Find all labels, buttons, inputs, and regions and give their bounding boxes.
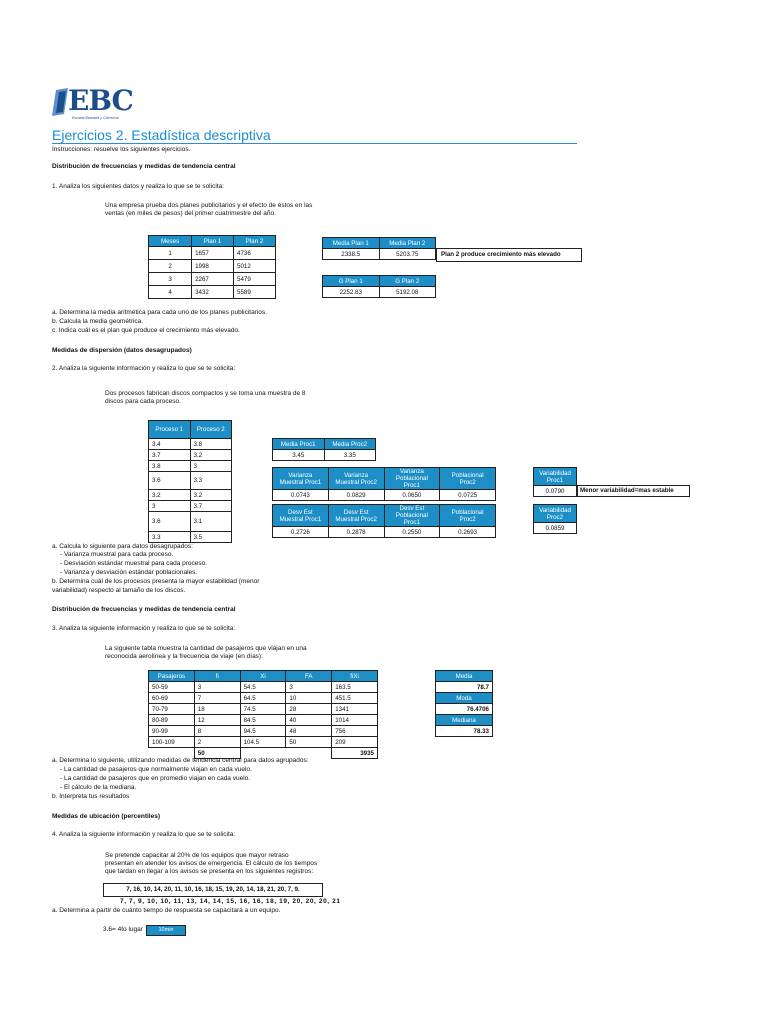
title-divider: [52, 143, 577, 144]
cell: 3: [149, 273, 192, 286]
table-row: [149, 737, 378, 748]
s4-desc-1: Se pretende capacitar al 20% de los equipos que mayor retraso: [105, 852, 289, 859]
cell: 3.6: [149, 472, 191, 490]
s1-g-table: [322, 275, 436, 298]
s1-desc-1: Una empresa prueba dos planes publicitarios y el efecto de éstos en las: [105, 202, 313, 209]
s4-data-box: 7, 16, 10, 14, 20, 11, 10, 16, 18, 15, 19, 20, 14, 18, 21, 20, 7, 9.: [103, 883, 323, 897]
s1-question: 1. Analiza los siguientes datos y realiza lo que se te solicita:: [52, 183, 224, 190]
cell: 163.5: [332, 682, 378, 693]
cell: 3.5: [190, 532, 232, 543]
cell: 756: [332, 726, 378, 737]
s1-task-a: a. Determina la media aritmética para cada uno de los planes publicitarios.: [52, 309, 267, 316]
s2-heading: Medidas de dispersión (datos desagrupados): [52, 347, 192, 354]
s4-question: 4. Analiza la siguiente información y realiza lo que se te solicita:: [52, 831, 236, 838]
cell: 2: [149, 260, 192, 273]
cell: 1998: [192, 260, 234, 273]
cell: 1657: [192, 247, 234, 260]
cell: 5203.75: [379, 249, 436, 260]
col-header: Meses: [149, 236, 192, 247]
col-header: Media Plan 2: [379, 238, 436, 249]
cell: 0.0743: [273, 490, 329, 501]
s3-desc-1: La siguiente tabla muestra la cantidad de pasajeros que viajan en una: [105, 645, 307, 652]
s1-plans-table: [148, 235, 276, 299]
cell: 5479: [234, 273, 276, 286]
s4-desc-3: que tardan en llegar a los avisos se presenta en los siguientes registros:: [105, 868, 314, 875]
mediana-value: 78.33: [436, 726, 493, 737]
table-header-row: [149, 236, 276, 247]
s1-task-c: c. Indica cuál es el plan que produce el crecimiento más elevado.: [52, 327, 240, 334]
table-row: [149, 260, 276, 273]
col-header: fi: [194, 671, 240, 682]
cell: 5192.08: [379, 287, 436, 298]
logo-text: EBC: [68, 84, 133, 117]
cell: 3: [149, 501, 191, 512]
col-header: Media Plan 1: [323, 238, 380, 249]
table-row: [149, 286, 276, 299]
cell: 3: [194, 682, 240, 693]
cell: 18: [194, 704, 240, 715]
logo: [52, 86, 142, 122]
table-row: [149, 532, 232, 543]
cell: 3.35: [324, 450, 376, 461]
cell: 3.3: [149, 532, 191, 543]
table-row: [149, 247, 276, 260]
instructions: Instrucciones: resuelve los siguientes ejercicios.: [52, 146, 191, 153]
table-row: [149, 715, 378, 726]
cell: 10: [286, 693, 332, 704]
s2-task-a2: - Desviación estándar muestral para cada proceso.: [60, 560, 208, 567]
s1-desc-2: ventas (en miles de pesos) del primer cuatrimestre del año.: [105, 210, 276, 217]
cell: 7: [194, 693, 240, 704]
table-row: [149, 693, 378, 704]
table-row: [149, 490, 232, 501]
cell: 0.2878: [328, 527, 384, 538]
col-header: Xi: [240, 671, 286, 682]
table-row: [149, 439, 232, 450]
s4-sorted: 7, 7, 9, 10, 10, 11, 13, 14, 14, 15, 16, 16, 18, 19, 20, 20, 20, 21: [120, 898, 341, 905]
s2-task-b: b. Determina cuál de los procesos presenta la mayor estabilidad (menor: [52, 578, 260, 585]
s2-process-table: [148, 420, 232, 543]
s2-task-a1: - Varianza muestral para cada proceso.: [60, 551, 174, 558]
cell: 3.2: [190, 490, 232, 501]
media-label: Media: [436, 671, 493, 682]
cell: 3.8: [190, 439, 232, 450]
s1-task-b: b. Calcula la media geométrica.: [52, 318, 144, 325]
s4-answer-label: 3.6= 4to lugar: [103, 926, 143, 933]
cell: 48: [286, 726, 332, 737]
s4-desc-2: presentan en atender los avisos de emergencia. El cálculo de los tiempos: [105, 860, 318, 867]
cell: 3.4: [149, 439, 191, 450]
s2-variabilidad-2: [533, 504, 577, 534]
s3-task-a2: - La cantidad de pasajeros que en promedio viajan en cada vuelo.: [60, 775, 251, 782]
cell: 80-89: [149, 715, 195, 726]
cell: 40: [286, 715, 332, 726]
cell: 3.3: [190, 472, 232, 490]
table-row: [149, 472, 232, 490]
cell: 12: [194, 715, 240, 726]
cell: 2: [194, 737, 240, 748]
total-fi: 50: [194, 748, 240, 759]
s3-heading: Distribución de frecuencias y medidas de tendencia central: [52, 606, 236, 613]
moda-value: 76.4706: [436, 704, 493, 715]
cell: 74.5: [240, 704, 286, 715]
total-fixi: 3935: [332, 748, 378, 759]
cell: 5012: [234, 260, 276, 273]
cell: 64.5: [240, 693, 286, 704]
cell: 2267: [192, 273, 234, 286]
s2-question: 2. Analiza la siguiente información y realiza lo que se te solicita:: [52, 365, 236, 372]
s2-task-b2: variabilidad) respecto al tamaño de los discos.: [52, 587, 186, 594]
col-header: Varianza Poblacional Proc1: [384, 468, 440, 490]
cell: 90-99: [149, 726, 195, 737]
cell: 4736: [234, 247, 276, 260]
s2-variabilidad-1: [533, 467, 577, 497]
cell: 5589: [234, 286, 276, 299]
moda-label: Moda: [436, 693, 493, 704]
cell: 209: [332, 737, 378, 748]
media-value: 78.7: [436, 682, 493, 693]
col-header: FA: [286, 671, 332, 682]
col-header: Proceso 2: [190, 421, 232, 439]
cell: 1341: [332, 704, 378, 715]
cell: 3.1: [190, 512, 232, 532]
cell: 0.0725: [440, 490, 496, 501]
s2-note: Menor variabilidad=mas estable: [577, 485, 690, 497]
cell: 104.5: [240, 737, 286, 748]
cell: 3.7: [190, 501, 232, 512]
s4-answer-value: 10min: [146, 925, 186, 936]
col-header: Varianza Muestral Proc2: [328, 468, 384, 490]
cell: 3.45: [273, 450, 325, 461]
s3-task-a3: - El cálculo de la mediana.: [60, 784, 137, 791]
cell: 2338.5: [323, 249, 380, 260]
col-header: Varianza Muestral Proc1: [273, 468, 329, 490]
cell: 0.2693: [440, 527, 496, 538]
cell: 100-109: [149, 737, 195, 748]
cell: 3.2: [190, 450, 232, 461]
table-row: [149, 501, 232, 512]
s2-task-a3: - Varianza y desviación estándar poblacionales.: [60, 569, 198, 576]
logo-subtitle: Escuela Bancaria y Comercial: [72, 116, 119, 120]
s1-media-table: [322, 237, 436, 260]
cell: 3.2: [149, 490, 191, 501]
col-header: G Plan 2: [379, 276, 436, 287]
table-row: [149, 273, 276, 286]
cell: 3: [190, 461, 232, 472]
s2-desv-table: [272, 504, 496, 538]
col-header: Poblacional Proc2: [440, 468, 496, 490]
s4-task: a. Determina a partir de cuánto tiempo de respuesta se capacitará a un equipo.: [52, 907, 281, 914]
s2-desc-1: Dos procesos fabrican discos compactos y se toma una muestra de 8: [105, 390, 306, 397]
cell: 8: [194, 726, 240, 737]
s2-media-table: [272, 438, 376, 461]
s4-heading: Medidas de ubicación (percentiles): [52, 813, 160, 820]
col-header: Pasajeros: [149, 671, 195, 682]
col-header: Plan 2: [234, 236, 276, 247]
s1-conclusion: Plan 2 produce crecimiento más elevado: [436, 248, 582, 262]
col-header: Media Proc2: [324, 439, 376, 450]
cell: 3.8: [149, 461, 191, 472]
cell: 4: [149, 286, 192, 299]
col-header: Variabilidad Proc2: [534, 505, 577, 523]
s3-task-a: a. Determina lo siguiente, utilizando medidas de tendencia central para datos agrupados:: [52, 757, 309, 764]
s2-task-a: a. Calcula lo siguiente para datos desagrupados:: [52, 543, 193, 550]
cell: 0.2726: [273, 527, 329, 538]
cell: 94.5: [240, 726, 286, 737]
cell: 3: [286, 682, 332, 693]
s2-varianza-table: [272, 467, 496, 501]
cell: 0.0790: [534, 486, 577, 497]
col-header: Desv Est Muestral Proc2: [328, 505, 384, 527]
cell: 50: [286, 737, 332, 748]
table-row: [149, 512, 232, 532]
s3-question: 3. Analiza la siguiente información y realiza lo que se te solicita:: [52, 625, 236, 632]
col-header: Desv Est Poblacional Proc1: [384, 505, 440, 527]
cell: 3432: [192, 286, 234, 299]
table-row: [149, 726, 378, 737]
cell: 1: [149, 247, 192, 260]
cell: 3.6: [149, 512, 191, 532]
col-header: fiXi: [332, 671, 378, 682]
s3-task-a1: - La cantidad de pasajeros que normalmente viajan en cada vuelo.: [60, 766, 252, 773]
col-header: Proceso 1: [149, 421, 191, 439]
cell: 451.5: [332, 693, 378, 704]
cell: 0.0829: [328, 490, 384, 501]
table-row: [149, 461, 232, 472]
col-header: Variabilidad Proc1: [534, 468, 577, 486]
s3-freq-table: [148, 670, 378, 759]
col-header: Media Proc1: [273, 439, 325, 450]
cell: 54.5: [240, 682, 286, 693]
s3-task-b: b. Interpreta tus resultados: [52, 793, 130, 800]
page-title: Ejercicios 2. Estadística descriptiva: [52, 127, 271, 143]
cell: 1014: [332, 715, 378, 726]
cell: 0.2550: [384, 527, 440, 538]
cell: 0.0859: [534, 523, 577, 534]
s2-desc-2: discos para cada proceso.: [105, 398, 181, 405]
cell: 0.0650: [384, 490, 440, 501]
mediana-label: Mediana: [436, 715, 493, 726]
table-row: [149, 682, 378, 693]
s1-heading: Distribución de frecuencias y medidas de tendencia central: [52, 163, 236, 170]
col-header: Plan 1: [192, 236, 234, 247]
col-header: Poblacional Proc2: [440, 505, 496, 527]
col-header: Desv Est Muestral Proc1: [273, 505, 329, 527]
cell: 60-69: [149, 693, 195, 704]
cell: 3.7: [149, 450, 191, 461]
cell: 50-59: [149, 682, 195, 693]
s3-stats-table: [435, 670, 493, 737]
col-header: G Plan 1: [323, 276, 380, 287]
table-row: [149, 450, 232, 461]
cell: 84.5: [240, 715, 286, 726]
table-row: [149, 704, 378, 715]
cell: 2252.83: [323, 287, 380, 298]
s3-desc-2: reconocida aerolínea y la frecuencia de viaje (en días):: [105, 653, 263, 660]
cell: 70-79: [149, 704, 195, 715]
cell: 28: [286, 704, 332, 715]
